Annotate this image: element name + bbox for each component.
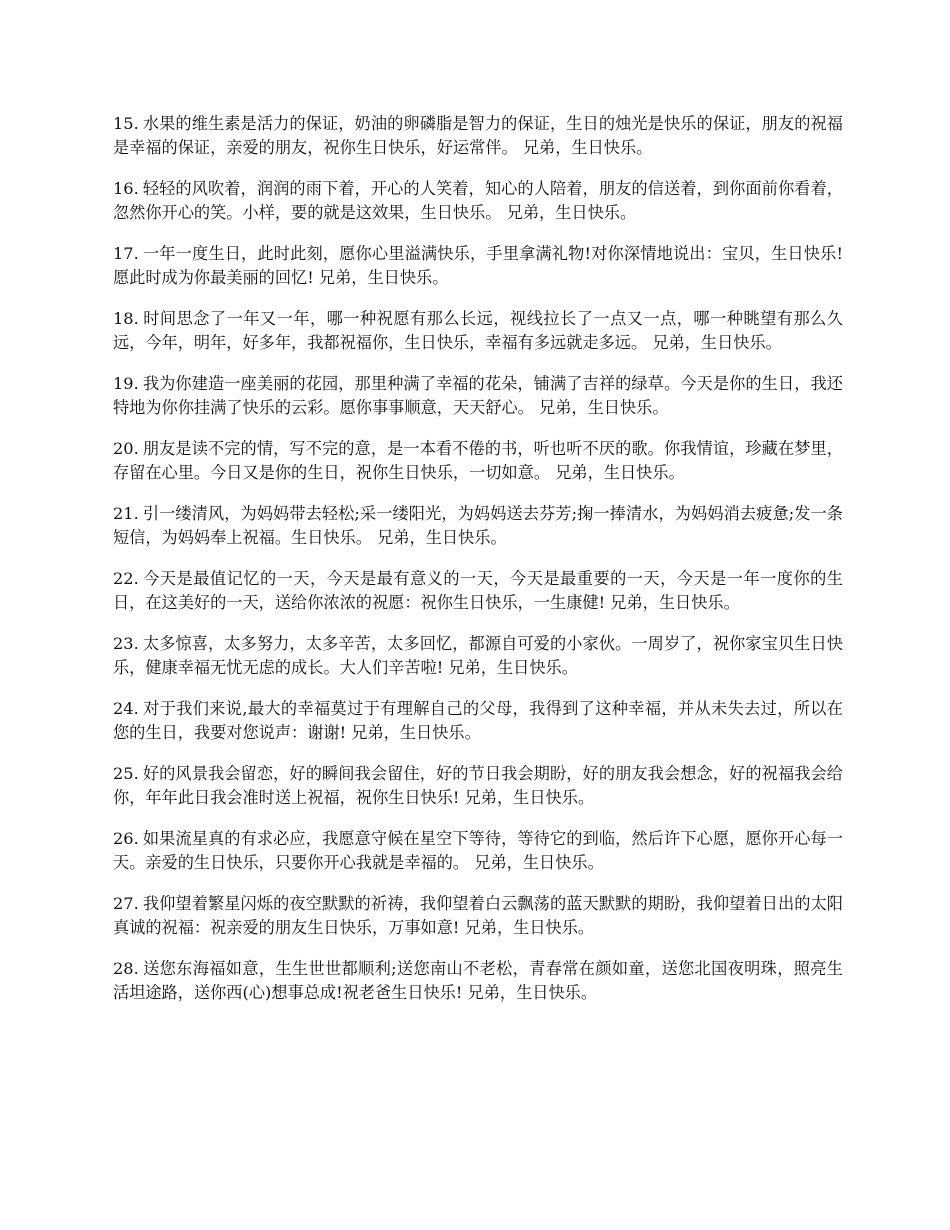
list-item [113, 372, 843, 420]
item-text: 轻轻的风吹着，润润的雨下着，开心的人笑着，知心的人陪着，朋友的信送着，到你面前你看着，忽然你开心的笑。小样，要的就是这效果，生日快乐。 兄弟，生日快乐。 [113, 179, 843, 222]
item-number: 27. [113, 894, 139, 913]
item-text: 水果的维生素是活力的保证，奶油的卵磷脂是智力的保证，生日的烛光是快乐的保证，朋友的祝福是幸福的保证，亲爱的朋友，祝你生日快乐，好运常伴。 兄弟，生日快乐。 [113, 114, 843, 157]
item-number: 15. [113, 114, 139, 133]
list-item [113, 762, 843, 810]
item-number: 22. [113, 569, 139, 588]
list-item [113, 307, 843, 355]
list-item [113, 437, 843, 485]
item-text: 引一缕清风，为妈妈带去轻松;采一缕阳光，为妈妈送去芬芳;掬一捧清水，为妈妈消去疲惫;发一条短信，为妈妈奉上祝福。生日快乐。 兄弟，生日快乐。 [113, 504, 843, 547]
item-text: 送您东海福如意，生生世世都顺利;送您南山不老松，青春常在颜如童，送您北国夜明珠，照亮生活坦途路，送你西(心)想事总成!祝老爸生日快乐! 兄弟，生日快乐。 [113, 959, 843, 1002]
item-text: 好的风景我会留恋，好的瞬间我会留住，好的节日我会期盼，好的朋友我会想念，好的祝福我会给你，年年此日我会准时送上祝福，祝你生日快乐! 兄弟，生日快乐。 [113, 764, 843, 807]
list-item [113, 502, 843, 550]
item-number: 24. [113, 699, 139, 718]
list-item [113, 697, 843, 745]
item-number: 16. [113, 179, 139, 198]
item-text: 朋友是读不完的情，写不完的意，是一本看不倦的书，听也听不厌的歌。你我情谊，珍藏在梦里，存留在心里。今日又是你的生日，祝你生日快乐，一切如意。 兄弟，生日快乐。 [113, 439, 843, 482]
list-item [113, 177, 843, 225]
item-text: 我为你建造一座美丽的花园，那里种满了幸福的花朵，铺满了吉祥的绿草。今天是你的生日，我还特地为你你挂满了快乐的云彩。愿你事事顺意，天天舒心。 兄弟，生日快乐。 [113, 374, 843, 417]
item-text: 太多惊喜，太多努力，太多辛苦，太多回忆，都源自可爱的小家伙。一周岁了，祝你家宝贝生日快乐，健康幸福无忧无虑的成长。大人们辛苦啦! 兄弟，生日快乐。 [113, 634, 843, 677]
list-item [113, 632, 843, 680]
item-number: 25. [113, 764, 139, 783]
item-number: 26. [113, 829, 139, 848]
list-item [113, 567, 843, 615]
item-number: 20. [113, 439, 139, 458]
list-item [113, 827, 843, 875]
item-text: 如果流星真的有求必应，我愿意守候在星空下等待，等待它的到临，然后许下心愿，愿你开心每一天。亲爱的生日快乐，只要你开心我就是幸福的。 兄弟，生日快乐。 [113, 829, 843, 872]
list-item [113, 242, 843, 290]
item-text: 我仰望着繁星闪烁的夜空默默的祈祷，我仰望着白云飘荡的蓝天默默的期盼，我仰望着日出的太阳真诚的祝福：祝亲爱的朋友生日快乐，万事如意! 兄弟，生日快乐。 [113, 894, 843, 937]
list-item [113, 892, 843, 940]
item-text: 对于我们来说,最大的幸福莫过于有理解自己的父母，我得到了这种幸福，并从未失去过，所以在您的生日，我要对您说声：谢谢! 兄弟，生日快乐。 [113, 699, 843, 742]
item-number: 19. [113, 374, 139, 393]
item-number: 28. [113, 959, 139, 978]
item-text: 一年一度生日，此时此刻，愿你心里溢满快乐，手里拿满礼物!对你深情地说出：宝贝，生日快乐!愿此时成为你最美丽的回忆! 兄弟，生日快乐。 [113, 244, 843, 287]
item-number: 18. [113, 309, 139, 328]
item-number: 17. [113, 244, 139, 263]
item-text: 时间思念了一年又一年，哪一种祝愿有那么长远，视线拉长了一点又一点，哪一种眺望有那么久远，今年，明年，好多年，我都祝福你，生日快乐，幸福有多远就走多远。 兄弟，生日快乐。 [113, 309, 843, 352]
item-number: 23. [113, 634, 139, 653]
document-body [113, 112, 843, 1022]
item-text: 今天是最值记忆的一天，今天是最有意义的一天，今天是最重要的一天，今天是一年一度你的生日，在这美好的一天，送给你浓浓的祝愿：祝你生日快乐，一生康健! 兄弟，生日快乐。 [113, 569, 843, 612]
list-item [113, 957, 843, 1005]
list-item [113, 112, 843, 160]
item-number: 21. [113, 504, 139, 523]
